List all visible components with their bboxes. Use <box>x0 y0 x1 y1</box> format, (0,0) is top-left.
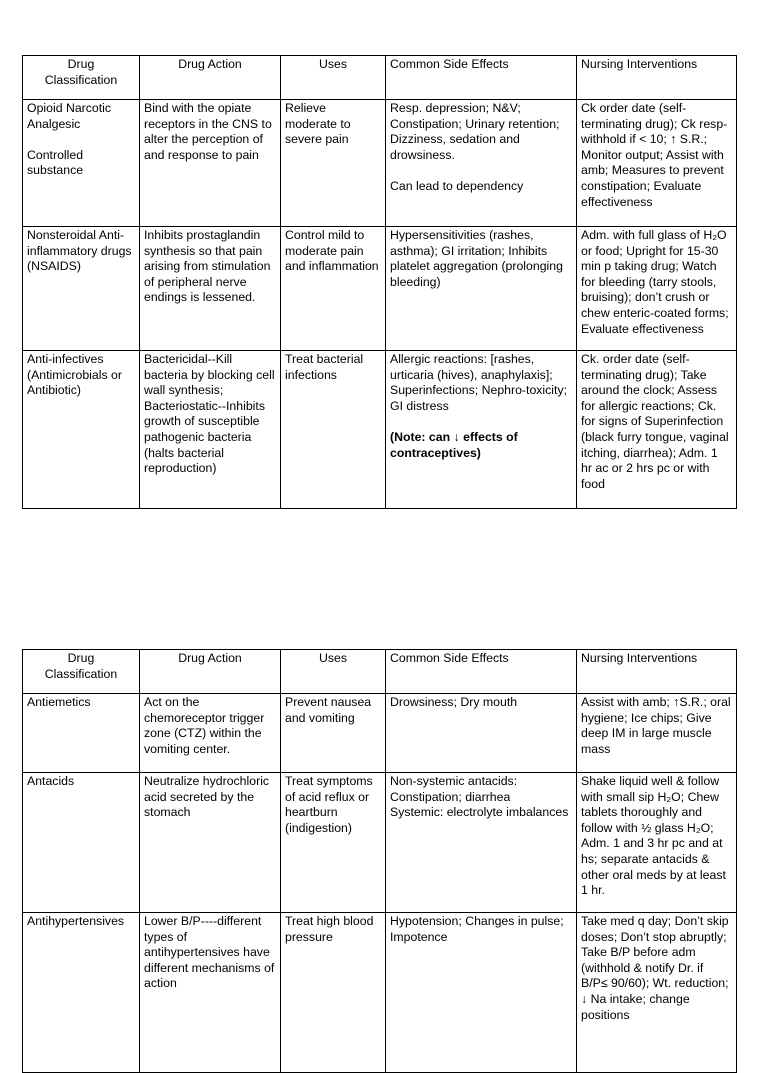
cell-classification: Anti-infectives (Antimicrobials or Antibiotic) <box>23 351 140 509</box>
table-header-row <box>23 650 737 694</box>
table-row <box>23 913 737 1073</box>
header-uses: Uses <box>281 650 386 694</box>
cell-nursing-interventions: Ck. order date (self-terminating drug); Take around the clock; Assess for allergic reactions; Ck. for signs of Superinfection (black furry tongue, vaginal itching, diarrhea); Adm. 1 hr ac or 2 hrs pc or with food <box>577 351 737 509</box>
cell-nursing-interventions: Assist with amb; ↑S.R.; oral hygiene; Ice chips; Give deep IM in large muscle mass <box>577 694 737 773</box>
cell-nursing-interventions: Ck order date (self-terminating drug); Ck resp-withhold if < 10; ↑ S.R.; Monitor output; Assist with amb; Measures to prevent constipation; Evaluate effectiveness <box>577 100 737 227</box>
header-uses: Uses <box>281 56 386 100</box>
cell-side-effects: Hypersensitivities (rashes, asthma); GI irritation; Inhibits platelet aggregation (prolonging bleeding) <box>386 227 577 351</box>
cell-side-effects: Drowsiness; Dry mouth <box>386 694 577 773</box>
cell-classification: Antiemetics <box>23 694 140 773</box>
cell-uses: Treat bacterial infections <box>281 351 386 509</box>
cell-uses: Treat high blood pressure <box>281 913 386 1073</box>
cell-side-effects <box>386 351 577 509</box>
cell-classification: Antihypertensives <box>23 913 140 1073</box>
table-header-row <box>23 56 737 100</box>
cell-drug-action: Bind with the opiate receptors in the CNS to alter the perception of and response to pain <box>140 100 281 227</box>
cell-uses: Prevent nausea and vomiting <box>281 694 386 773</box>
table-row <box>23 351 737 509</box>
drug-table-2 <box>22 649 737 1073</box>
cell-drug-action: Bactericidal--Kill bacteria by blocking cell wall synthesis; Bacteriostatic--Inhibits growth of susceptible pathogenic bacteria (halts bacterial reproduction) <box>140 351 281 509</box>
contraceptives-note: (Note: can ↓ effects of contraceptives) <box>390 429 518 460</box>
header-drug-action: Drug Action <box>140 650 281 694</box>
cell-drug-action: Inhibits prostaglandin synthesis so that pain arising from stimulation of peripheral nerve endings is lessened. <box>140 227 281 351</box>
cell-classification: Antacids <box>23 773 140 913</box>
drug-table-1 <box>22 55 737 509</box>
header-drug-classification: Drug Classification <box>23 56 140 100</box>
cell-uses: Control mild to moderate pain and inflammation <box>281 227 386 351</box>
header-drug-action: Drug Action <box>140 56 281 100</box>
cell-nursing-interventions: Take med q day; Don’t skip doses; Don’t stop abruptly; Take B/P before adm (withhold & notify Dr. if B/P≤ 90/60); Wt. reduction; ↓ Na intake; change positions <box>577 913 737 1073</box>
header-nursing-interventions: Nursing Interventions <box>577 650 737 694</box>
table-row <box>23 694 737 773</box>
cell-drug-action: Neutralize hydrochloric acid secreted by the stomach <box>140 773 281 913</box>
cell-uses: Relieve moderate to severe pain <box>281 100 386 227</box>
header-nursing-interventions: Nursing Interventions <box>577 56 737 100</box>
cell-uses: Treat symptoms of acid reflux or heartburn (indigestion) <box>281 773 386 913</box>
table-row <box>23 227 737 351</box>
cell-drug-action: Act on the chemoreceptor trigger zone (CTZ) within the vomiting center. <box>140 694 281 773</box>
cell-classification: Nonsteroidal Anti-inflammatory drugs (NSAIDS) <box>23 227 140 351</box>
cell-drug-action: Lower B/P----different types of antihypertensives have different mechanisms of action <box>140 913 281 1073</box>
cell-side-effects: Non-systemic antacids: Constipation; diarrhea Systemic: electrolyte imbalances <box>386 773 577 913</box>
table-row <box>23 773 737 913</box>
cell-classification: Opioid Narcotic Analgesic Controlled substance <box>23 100 140 227</box>
table-row <box>23 100 737 227</box>
cell-side-effects: Hypotension; Changes in pulse; Impotence <box>386 913 577 1073</box>
cell-side-effects: Resp. depression; N&V; Constipation; Urinary retention; Dizziness, sedation and drowsiness. Can lead to dependency <box>386 100 577 227</box>
side-effects-text: Allergic reactions: [rashes, urticaria (hives), anaphylaxis]; Superinfections; Nephro-toxicity; GI distress <box>390 352 568 413</box>
cell-nursing-interventions: Adm. with full glass of H₂O or food; Upright for 15-30 min p taking drug; Watch for bleeding (tarry stools, bruising); don’t crush or chew enteric-coated forms; Evaluate effectiveness <box>577 227 737 351</box>
cell-nursing-interventions: Shake liquid well & follow with small sip H₂O; Chew tablets thoroughly and follow with ½ glass H₂O; Adm. 1 and 3 hr pc and at hs; separate antacids & other oral meds by at least 1 hr. <box>577 773 737 913</box>
header-drug-classification: Drug Classification <box>23 650 140 694</box>
header-common-side-effects: Common Side Effects <box>386 56 577 100</box>
header-common-side-effects: Common Side Effects <box>386 650 577 694</box>
